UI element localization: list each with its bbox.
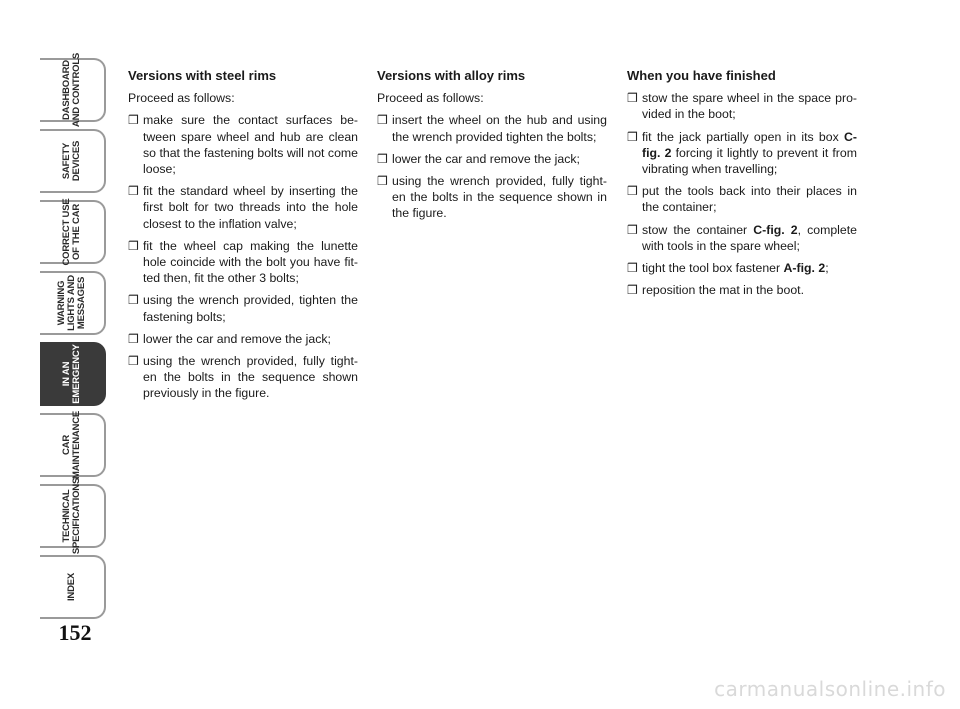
- instruction-list: [627, 90, 857, 298]
- checkbox-bullet-icon: ❒: [377, 174, 388, 189]
- tab-safety-devices[interactable]: [40, 129, 106, 193]
- checkbox-bullet-icon: ❒: [627, 261, 638, 276]
- section-heading: Versions with alloy rims: [377, 68, 526, 83]
- item-text: stow the container: [642, 222, 754, 237]
- checkbox-bullet-icon: ❒: [627, 129, 638, 144]
- figure-reference: C-fig. 2: [642, 129, 857, 160]
- list-item: [627, 90, 857, 122]
- checkbox-bullet-icon: ❒: [128, 331, 139, 346]
- item-text: fit the jack partially open in its box: [642, 129, 845, 144]
- list-item: [627, 260, 857, 276]
- instruction-list: [377, 112, 607, 221]
- tab-dashboard-and-controls[interactable]: [40, 52, 106, 128]
- intro-text: Proceed as follows:: [377, 91, 484, 106]
- item-text: insert the wheel on the hub and using the wrench provided tighten the bolts;: [392, 113, 607, 144]
- column-alloy-rims: [377, 68, 607, 228]
- list-item: [377, 112, 607, 144]
- list-item: [627, 282, 857, 298]
- tab-label: WARNING LIGHTS AND MESSAGES: [56, 275, 87, 331]
- list-item: [377, 173, 607, 222]
- checkbox-bullet-icon: ❒: [377, 151, 388, 166]
- column-when-finished: [627, 68, 857, 304]
- figure-reference: C-fig. 2: [753, 222, 798, 237]
- checkbox-bullet-icon: ❒: [128, 184, 139, 199]
- tab-label: IN AN EMERGENCY: [61, 344, 82, 404]
- checkbox-bullet-icon: ❒: [627, 283, 638, 298]
- tab-car-maintenance[interactable]: [40, 413, 106, 477]
- figure-reference: A-fig. 2: [783, 261, 826, 276]
- item-text: stow the spare wheel in the space pro-vided in the boot;: [642, 91, 857, 122]
- tab-label: CORRECT USE OF THE CAR: [61, 198, 82, 266]
- item-text: using the wrench provided, fully tight-en the bolts in the sequence shown in the figure.: [392, 174, 607, 221]
- item-text: lower the car and remove the jack;: [392, 151, 580, 166]
- checkbox-bullet-icon: ❒: [128, 293, 139, 308]
- tab-warning-lights-and-messages[interactable]: [40, 271, 106, 335]
- checkbox-bullet-icon: ❒: [128, 354, 139, 369]
- checkbox-bullet-icon: ❒: [627, 91, 638, 106]
- list-item: [627, 183, 857, 215]
- item-text: make sure the contact surfaces be-tween spare wheel and hub are clean so that the fastening bolts will not come loose;: [143, 113, 358, 177]
- column-steel-rims: [128, 68, 358, 408]
- tab-label: TECHNICAL SPECIFICATIONS: [61, 477, 82, 555]
- section-heading: Versions with steel rims: [128, 68, 277, 83]
- list-item: [627, 129, 857, 178]
- tab-label: INDEX: [66, 572, 77, 602]
- item-text: fit the standard wheel by inserting the first bolt for two threads into the hole closest to the inflation valve;: [143, 184, 358, 231]
- checkbox-bullet-icon: ❒: [128, 113, 139, 128]
- item-text: using the wrench provided, fully tight-en the bolts in the sequence shown previously in the figure.: [143, 354, 358, 401]
- item-text: using the wrench provided, tighten the fastening bolts;: [143, 293, 358, 324]
- checkbox-bullet-icon: ❒: [377, 113, 388, 128]
- checkbox-bullet-icon: ❒: [627, 222, 638, 237]
- tab-technical-specifications[interactable]: [40, 477, 106, 555]
- item-text: tight the tool box fastener: [642, 261, 784, 276]
- list-item: [128, 353, 358, 402]
- item-text: forcing it lightly to prevent it from vibrating when travelling;: [642, 145, 857, 177]
- checkbox-bullet-icon: ❒: [128, 238, 139, 253]
- list-item: [128, 112, 358, 177]
- tab-label: DASHBOARD AND CONTROLS: [61, 52, 82, 128]
- tab-correct-use-of-the-car[interactable]: [40, 200, 106, 264]
- section-heading: When you have finished: [627, 68, 776, 83]
- tab-index[interactable]: [40, 555, 106, 619]
- tab-in-an-emergency[interactable]: [40, 342, 106, 406]
- watermark: carmanualsonline.info: [714, 677, 946, 701]
- list-item: [377, 151, 607, 167]
- tab-label: CAR MAINTENANCE: [61, 411, 82, 479]
- item-text: reposition the mat in the boot.: [642, 283, 805, 298]
- item-text: fit the wheel cap making the lunette hole coincide with the bolt you have fit-ted then, fit the other 3 bolts;: [143, 238, 358, 286]
- section-tabs: [40, 52, 106, 626]
- instruction-list: [128, 112, 358, 401]
- page-number: 152: [58, 620, 92, 645]
- item-text: , complete with tools in the spare wheel;: [642, 222, 858, 253]
- list-item: [128, 331, 358, 347]
- list-item: [128, 292, 358, 324]
- checkbox-bullet-icon: ❒: [627, 184, 638, 199]
- list-item: [627, 222, 857, 254]
- item-text: put the tools back into their places in the container;: [642, 184, 857, 215]
- item-text: ;: [825, 261, 829, 276]
- intro-text: Proceed as follows:: [128, 91, 235, 106]
- list-item: [128, 238, 358, 287]
- list-item: [128, 183, 358, 232]
- tab-label: SAFETY DEVICES: [61, 140, 82, 182]
- item-text: lower the car and remove the jack;: [143, 331, 331, 346]
